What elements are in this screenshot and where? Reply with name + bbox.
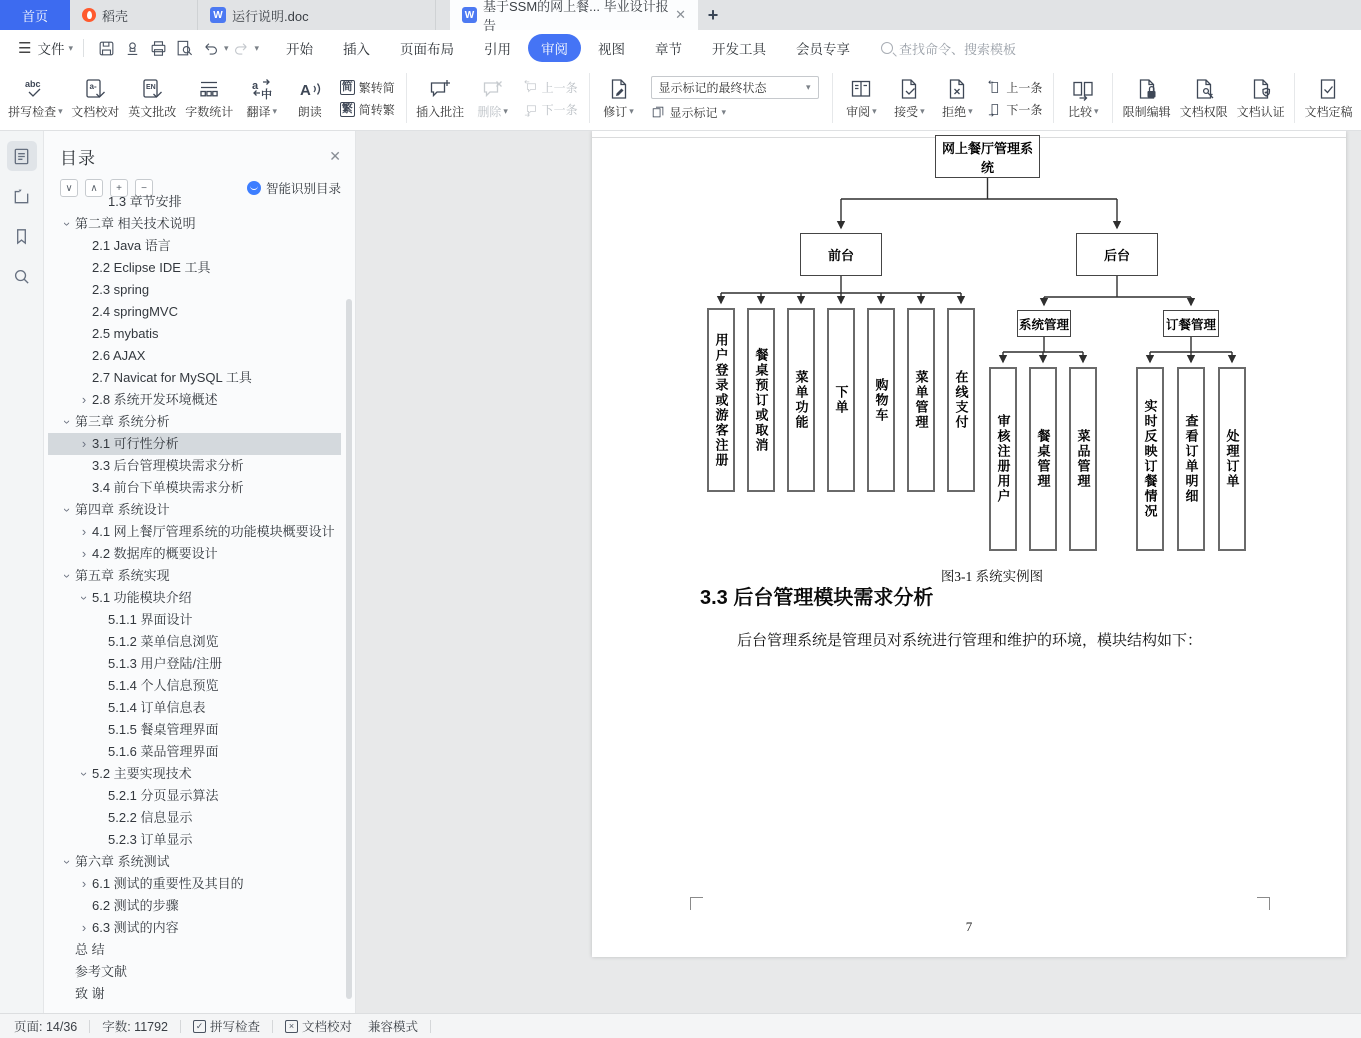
chevron-down-icon: ▾	[968, 105, 973, 116]
tab-home[interactable]	[0, 0, 70, 30]
org-front-node: 前台	[800, 233, 882, 276]
toc-item-label: 第二章 相关技术说明	[75, 216, 196, 231]
section-heading: 3.3 后台管理模块需求分析	[700, 587, 934, 609]
jian-icon: 简	[341, 80, 353, 93]
org-leaf-node: 在线支付	[947, 308, 975, 492]
chevron-down-icon[interactable]: ›	[60, 221, 75, 227]
toc-item[interactable]	[48, 323, 341, 345]
toc-panel	[44, 131, 356, 1013]
chevron-right-icon[interactable]: ›	[81, 876, 87, 891]
chevron-right-icon[interactable]: ›	[81, 524, 87, 539]
track-changes-label: 修订	[603, 104, 628, 119]
tab-docer-label: 稻壳	[102, 8, 129, 24]
stamp-icon	[123, 39, 142, 58]
chevron-down-icon: ▾	[805, 81, 811, 92]
chevron-down-icon: ▾	[629, 105, 634, 116]
show-markup-icon	[651, 105, 666, 120]
figure-caption: 图3-1 系统实例图	[940, 569, 1044, 584]
save-button[interactable]	[94, 36, 120, 60]
toc-item-label: 1.3 章节安排	[108, 194, 182, 209]
toc-item-label: 5.1.4 订单信息表	[108, 700, 206, 715]
chevron-down-icon: ▾	[68, 42, 73, 53]
toc-item-label: 4.2 数据库的概要设计	[92, 546, 218, 561]
ribbon-tab-member[interactable]: 会员专享	[796, 42, 851, 57]
bookmark-pane-button[interactable]	[7, 221, 37, 251]
chevron-right-icon[interactable]: ›	[81, 392, 87, 407]
org-leaf-node: 菜单功能	[787, 308, 815, 492]
redo-button[interactable]	[229, 36, 255, 60]
status-doc-proofread[interactable]: × 文档校对	[285, 1017, 352, 1035]
translate-button[interactable]	[238, 74, 286, 123]
doc-certify-button[interactable]	[1232, 74, 1289, 123]
insert-comment-label: 插入批注	[416, 104, 465, 119]
toc-item[interactable]	[48, 609, 341, 631]
chevron-down-icon: ▾	[872, 105, 877, 116]
toc-item[interactable]	[48, 345, 341, 367]
chevron-right-icon[interactable]: ›	[81, 546, 87, 561]
save-icon	[97, 39, 116, 58]
doc-proofread-label: 文档校对	[71, 104, 120, 119]
toc-item[interactable]	[48, 763, 341, 785]
ribbon-tab-strip	[273, 34, 863, 62]
chevron-down-icon[interactable]: ›	[60, 419, 75, 425]
divider	[430, 1020, 431, 1033]
org-leaf-node: 用户登录或游客注册	[707, 308, 735, 492]
read-aloud-icon	[298, 77, 322, 101]
stamp-button[interactable]	[120, 36, 146, 60]
page-number: 7	[965, 919, 973, 934]
word-count-label: 字数统计	[185, 104, 234, 119]
zoom-out-level-button[interactable]: −	[135, 179, 153, 197]
toc-item-label: 第五章 系统实现	[75, 568, 170, 583]
doc-finalize-icon	[1316, 77, 1340, 101]
toc-list	[48, 191, 341, 1007]
main-area	[0, 131, 1361, 1013]
wps-writer-icon: W	[210, 7, 226, 23]
toc-item[interactable]	[48, 411, 341, 433]
fan-icon: 繁	[341, 102, 353, 115]
doc-permission-icon	[1192, 77, 1216, 101]
toc-item-label: 5.1.2 菜单信息浏览	[108, 634, 219, 649]
org-leaf-node: 查看订单明细	[1177, 367, 1205, 551]
collapse-all-button[interactable]: ∧	[85, 179, 103, 197]
svg-text:a-: a-	[89, 81, 97, 91]
search-icon	[881, 42, 893, 54]
review-ribbon	[0, 66, 1361, 131]
accept-change-button[interactable]	[885, 74, 933, 123]
toc-item-label: 5.1.1 界面设计	[108, 612, 193, 627]
toc-item-selected[interactable]	[48, 433, 341, 455]
reject-change-icon	[945, 77, 969, 101]
toc-item[interactable]	[48, 389, 341, 411]
word-count-icon	[197, 77, 221, 101]
clipboard-pane-button[interactable]	[7, 181, 37, 211]
toc-item[interactable]	[48, 785, 341, 807]
tab-document-2-active[interactable]	[450, 0, 698, 33]
spell-check-button[interactable]	[4, 74, 67, 123]
toc-item[interactable]	[48, 807, 341, 829]
ribbon-tab-view[interactable]: 视图	[598, 42, 626, 57]
ribbon-tab-page-layout[interactable]: 页面布局	[400, 42, 455, 57]
ribbon-tab-start[interactable]: 开始	[286, 42, 314, 57]
doc-permission-button[interactable]	[1175, 74, 1232, 123]
chevron-down-icon: ▾	[503, 105, 508, 116]
printer-icon	[149, 39, 168, 58]
comment-nav-group	[517, 79, 584, 118]
next-comment-icon	[523, 102, 538, 117]
toc-item-label: 2.6 AJAX	[92, 348, 146, 363]
svg-text:A: A	[299, 81, 311, 99]
toc-item-label: 5.2.1 分页显示算法	[108, 788, 219, 803]
english-correct-label: 英文批改	[128, 104, 177, 119]
svg-text:中: 中	[260, 88, 272, 101]
menu-bar	[0, 30, 1361, 66]
toc-item-label: 5.2 主要实现技术	[92, 766, 192, 781]
insert-comment-button[interactable]	[412, 74, 469, 123]
doc-proofread-toggle-icon: ×	[285, 1020, 298, 1033]
toc-item-label: 2.7 Navicat for MySQL 工具	[92, 370, 252, 385]
bookmark-icon	[12, 227, 31, 246]
toc-item[interactable]	[48, 257, 341, 279]
toc-item[interactable]	[48, 455, 341, 477]
delete-comment-icon	[481, 77, 505, 101]
review-pane-icon	[849, 77, 873, 101]
smart-toc-label: 智能识别目录	[265, 182, 341, 196]
divider	[1294, 73, 1295, 123]
org-back-node: 后台	[1076, 233, 1158, 276]
toc-item-label: 6.3 测试的内容	[92, 920, 179, 935]
org-root-node: 网上餐厅管理系统	[935, 135, 1040, 178]
toc-item-label: 5.1.3 用户登陆/注册	[108, 656, 223, 671]
ribbon-tab-review-active[interactable]: 审阅	[528, 34, 581, 62]
divider	[406, 73, 407, 123]
print-preview-icon	[175, 39, 194, 58]
tab-document-1-label: 运行说明.doc	[232, 8, 309, 24]
toc-item[interactable]	[48, 631, 341, 653]
divider	[832, 73, 833, 123]
next-change-icon	[987, 102, 1002, 117]
markup-state-value: 显示标记的最终状态	[658, 80, 767, 95]
toc-item-label: 5.1 功能模块介绍	[92, 590, 192, 605]
toc-item-label: 3.4 前台下单模块需求分析	[92, 480, 244, 495]
toc-item[interactable]	[48, 983, 341, 1005]
status-page-indicator[interactable]: 页面: 14/36	[14, 1020, 78, 1034]
tab-home-label: 首页	[21, 8, 48, 24]
chevron-down-icon[interactable]: ›	[60, 859, 75, 865]
search-icon	[12, 267, 31, 286]
doc-finalize-label: 文档定稿	[1304, 104, 1353, 119]
reject-change-label: 拒绝	[942, 104, 967, 119]
search-placeholder: 查找命令、搜索模板	[899, 41, 1017, 57]
doc-proofread-icon	[83, 77, 107, 101]
toc-item[interactable]	[48, 565, 341, 587]
status-bar	[0, 1013, 1361, 1038]
spell-check-icon	[23, 77, 47, 101]
undo-dropdown-caret[interactable]: ▾	[223, 42, 229, 53]
toc-scrollbar-thumb[interactable]	[346, 299, 352, 999]
insert-comment-icon	[428, 77, 452, 101]
docer-flame-icon	[82, 8, 96, 22]
toc-item-label: 总 结	[75, 942, 105, 957]
toc-item[interactable]	[48, 741, 341, 763]
org-leaf-node: 餐桌管理	[1029, 367, 1057, 551]
chevron-down-icon[interactable]: ›	[60, 573, 75, 579]
print-preview-button[interactable]	[172, 36, 198, 60]
toc-item[interactable]	[48, 499, 341, 521]
toc-item-label: 参考文献	[75, 964, 128, 979]
toc-item[interactable]	[48, 851, 341, 873]
compare-label: 比较	[1068, 104, 1093, 119]
org-leaf-node: 餐桌预订或取消	[747, 308, 775, 492]
divider	[1053, 73, 1054, 123]
file-menu-button[interactable]	[37, 38, 73, 58]
customize-toolbar-caret[interactable]: ▾	[254, 42, 260, 53]
ribbon-tab-insert[interactable]: 插入	[343, 42, 371, 57]
new-tab-button[interactable]: +	[707, 4, 719, 25]
hamburger-menu-icon[interactable]: ☰	[18, 40, 32, 57]
command-search-box[interactable]	[881, 39, 1016, 58]
markup-state-dropdown[interactable]	[651, 76, 819, 99]
toc-item-label: 5.1.4 个人信息预览	[108, 678, 219, 693]
zoom-in-level-button[interactable]: +	[110, 179, 128, 197]
toc-item[interactable]	[48, 939, 341, 961]
toc-item[interactable]	[48, 477, 341, 499]
status-compat-mode[interactable]: 兼容模式	[368, 1020, 419, 1034]
toc-item[interactable]	[48, 587, 341, 609]
toc-item-label: 致 谢	[75, 986, 105, 1001]
toc-item[interactable]	[48, 235, 341, 257]
show-markup-label: 显示标记	[669, 105, 718, 120]
org-leaf-node: 实时反映订餐情况	[1136, 367, 1164, 551]
simp-to-trad-label: 简转繁	[358, 102, 395, 117]
delete-comment-button[interactable]	[469, 74, 517, 123]
toc-item-label: 2.3 spring	[92, 282, 150, 297]
toc-item[interactable]	[48, 653, 341, 675]
divider	[83, 39, 84, 57]
org-leaf-node: 处理订单	[1218, 367, 1246, 551]
expand-all-button[interactable]: ∨	[60, 179, 78, 197]
org-sys-node: 系统管理	[1017, 310, 1071, 337]
compare-button[interactable]	[1059, 74, 1107, 123]
toc-item[interactable]	[48, 675, 341, 697]
word-count-button[interactable]	[181, 74, 238, 123]
wps-writer-icon: W	[462, 7, 477, 23]
translate-icon	[250, 77, 274, 101]
window-tab-bar	[0, 0, 1361, 33]
document-page[interactable]	[592, 131, 1346, 957]
prev-change-button[interactable]	[987, 79, 1042, 96]
toc-item-label: 3.3 后台管理模块需求分析	[92, 458, 244, 473]
toc-item-label: 第四章 系统设计	[75, 502, 170, 517]
chevron-down-icon[interactable]: ›	[77, 595, 92, 601]
toc-item[interactable]	[48, 917, 341, 939]
doc-certify-icon	[1249, 77, 1273, 101]
spell-check-toggle-icon: ✓	[193, 1020, 206, 1033]
toc-item-label: 5.1.6 菜品管理界面	[108, 744, 219, 759]
divider	[272, 1020, 273, 1033]
status-word-count[interactable]: 字数: 11792	[102, 1020, 169, 1034]
prev-comment-icon	[523, 80, 538, 95]
toc-item[interactable]	[48, 719, 341, 741]
restrict-editing-button[interactable]	[1118, 74, 1175, 123]
org-leaf-node: 菜品管理	[1069, 367, 1097, 551]
tab-close-icon[interactable]: ✕	[675, 7, 686, 22]
toc-item[interactable]	[48, 543, 341, 565]
ribbon-tab-devtools[interactable]: 开发工具	[712, 42, 767, 57]
text-boundary-corner	[690, 897, 703, 910]
toc-item-label: 6.1 测试的重要性及其目的	[92, 876, 244, 891]
spell-check-label: 拼写检查	[8, 104, 57, 119]
english-correct-icon	[140, 77, 164, 101]
svg-text:abc: abc	[25, 78, 41, 89]
redo-icon	[232, 39, 251, 58]
text-boundary-corner	[1257, 897, 1270, 910]
undo-icon	[201, 39, 220, 58]
org-order-node: 订餐管理	[1163, 310, 1219, 337]
org-leaf-node: 下单	[827, 308, 855, 492]
toc-item-label: 2.1 Java 语言	[92, 238, 171, 253]
review-pane-button[interactable]	[837, 74, 885, 123]
clipboard-icon	[12, 187, 31, 206]
toc-item[interactable]	[48, 895, 341, 917]
doc-certify-label: 文档认证	[1236, 104, 1285, 119]
next-comment-button[interactable]	[523, 101, 578, 118]
accept-change-icon	[897, 77, 921, 101]
next-comment-label: 下一条	[541, 102, 578, 117]
toc-item[interactable]	[48, 213, 341, 235]
prev-change-icon	[987, 80, 1002, 95]
trad-to-simp-button[interactable]	[340, 79, 395, 96]
svg-text:a: a	[251, 79, 258, 92]
toc-item-label: 2.2 Eclipse IDE 工具	[92, 260, 211, 275]
document-area[interactable]	[356, 131, 1361, 1013]
outline-pane-button[interactable]	[7, 141, 37, 171]
read-aloud-button[interactable]	[286, 74, 334, 123]
toc-item-label: 5.1.5 餐桌管理界面	[108, 722, 219, 737]
chevron-down-icon: ▾	[272, 105, 277, 116]
simp-to-trad-button[interactable]	[340, 101, 395, 118]
track-changes-button[interactable]	[595, 74, 643, 123]
toc-item-label: 第三章 系统分析	[75, 414, 170, 429]
org-leaf-node: 菜单管理	[907, 308, 935, 492]
toc-item[interactable]	[48, 829, 341, 851]
svg-text:EN: EN	[146, 83, 156, 91]
english-correct-button[interactable]	[124, 74, 181, 123]
next-change-label: 下一条	[1006, 102, 1043, 117]
prev-comment-button[interactable]	[523, 79, 578, 96]
toc-item-label: 第六章 系统测试	[75, 854, 170, 869]
trad-to-simp-label: 繁转简	[358, 80, 395, 95]
divider	[1112, 73, 1113, 123]
chevron-right-icon[interactable]: ›	[81, 920, 87, 935]
chevron-down-icon[interactable]: ›	[60, 507, 75, 513]
toc-item[interactable]	[48, 521, 341, 543]
accept-change-label: 接受	[894, 104, 919, 119]
divider	[589, 73, 590, 123]
prev-comment-label: 上一条	[541, 80, 578, 95]
toc-item[interactable]	[48, 191, 341, 213]
chevron-down-icon: ▾	[58, 105, 63, 116]
org-leaf-node: 购物车	[867, 308, 895, 492]
toc-item[interactable]	[48, 697, 341, 719]
restrict-editing-icon	[1135, 77, 1159, 101]
read-aloud-label: 朗读	[297, 104, 322, 119]
org-leaf-node: 审核注册用户	[989, 367, 1017, 551]
reject-change-button[interactable]	[933, 74, 981, 123]
translate-label: 翻译	[246, 104, 271, 119]
doc-finalize-button[interactable]	[1300, 74, 1357, 123]
review-pane-label: 审阅	[846, 104, 871, 119]
ribbon-tab-section[interactable]: 章节	[655, 42, 683, 57]
toc-item[interactable]	[48, 367, 341, 389]
delete-comment-label: 删除	[477, 104, 502, 119]
markup-group	[643, 76, 827, 121]
file-menu-label: 文件	[37, 42, 65, 57]
prev-change-label: 上一条	[1006, 80, 1043, 95]
toc-item[interactable]	[48, 961, 341, 983]
tab-docer[interactable]	[70, 0, 198, 30]
toc-item-label: 5.2.2 信息显示	[108, 810, 193, 825]
find-pane-button[interactable]	[7, 261, 37, 291]
toc-item-label: 3.1 可行性分析	[92, 436, 179, 451]
tab-document-2-label: 基于SSM的网上餐... 毕业设计报告	[482, 0, 669, 33]
status-spell-check[interactable]: ✓ 拼写检查	[193, 1017, 260, 1035]
change-nav-group	[981, 79, 1048, 118]
show-markup-button[interactable]	[651, 104, 819, 121]
toc-item[interactable]	[48, 279, 341, 301]
toc-item[interactable]	[48, 873, 341, 895]
chevron-down-icon: ▾	[920, 105, 925, 116]
chevron-down-icon: ▾	[721, 106, 727, 117]
ribbon-tab-references[interactable]: 引用	[484, 42, 512, 57]
toc-item-label: 2.5 mybatis	[92, 326, 159, 341]
toc-item[interactable]	[48, 301, 341, 323]
undo-button[interactable]	[198, 36, 224, 60]
toc-item-label: 2.8 系统开发环境概述	[92, 392, 218, 407]
left-icon-rail	[0, 131, 44, 1013]
tab-document-1[interactable]	[198, 0, 436, 30]
track-changes-icon	[607, 77, 631, 101]
outline-icon	[12, 147, 31, 166]
body-paragraph: 后台管理系统是管理员对系统进行管理和维护的环境，模块结构如下：	[737, 633, 1203, 649]
doc-proofread-button[interactable]	[67, 74, 124, 123]
toc-panel-title: 目录	[60, 149, 96, 168]
next-change-button[interactable]	[987, 101, 1042, 118]
doc-permission-label: 文档权限	[1179, 104, 1228, 119]
chevron-down-icon[interactable]: ›	[77, 771, 92, 777]
print-button[interactable]	[146, 36, 172, 60]
toc-item-label: 5.2.3 订单显示	[108, 832, 193, 847]
close-icon[interactable]: ✕	[329, 148, 341, 164]
divider	[89, 1020, 90, 1033]
restrict-editing-label: 限制编辑	[1122, 104, 1171, 119]
toc-item-label: 2.4 springMVC	[92, 304, 178, 319]
convert-group	[334, 79, 401, 118]
toc-item-label: 4.1 网上餐厅管理系统的功能模块概要设计	[92, 524, 335, 539]
divider	[180, 1020, 181, 1033]
chevron-down-icon: ▾	[1094, 105, 1099, 116]
compare-icon	[1071, 77, 1095, 101]
toc-item-label: 6.2 测试的步骤	[92, 898, 179, 913]
chevron-right-icon[interactable]: ›	[81, 436, 87, 451]
